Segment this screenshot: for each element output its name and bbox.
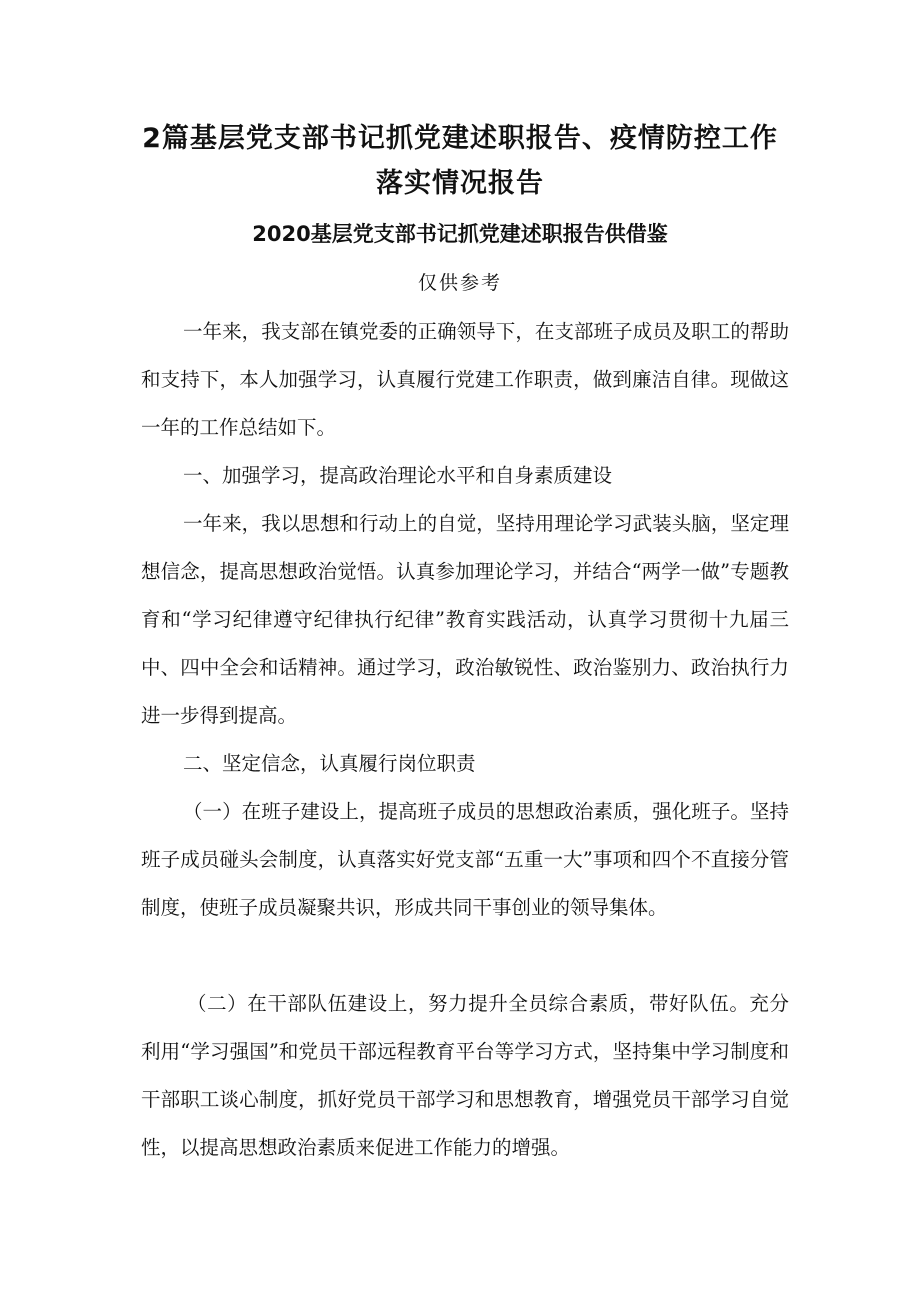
document-subtitle: 2020基层党支部书记抓党建述职报告供借鉴 xyxy=(252,222,668,246)
section-heading-2: 二、坚定信念，认真履行岗位职责 xyxy=(183,752,476,775)
reference-note: 仅供参考 xyxy=(417,272,502,294)
section-heading-1: 一、加强学习，提高政治理论水平和自身素质建设 xyxy=(183,464,613,487)
section-body-1: 一年来，我以思想和行动上的自觉，坚持用理论学习武装头脑，坚定理想信念，提高思想政治觉悟。认真参加理论学习，并结合“两学一做”专题教育和“学习纪律遵守纪律执行纪律”教育实践活动，认真学习贯彻十九届三中、四中全会和话精神。通过学习，政治敏锐性、政治鉴别力、政治执行力进一步得到提高。 xyxy=(141,512,789,727)
intro-paragraph: 一年来，我支部在镇党委的正确领导下，在支部班子成员及职工的帮助和支持下，本人加强学习，认真履行党建工作职责，做到廉洁自律。现做这一年的工作总结如下。 xyxy=(141,320,789,439)
section-body-2-1: （一）在班子建设上，提高班子成员的思想政治素质，强化班子。坚持班子成员碰头会制度，认真落实好党支部“五重一大”事项和四个不直接分管制度，使班子成员凝聚共识，形成共同干事创业的领导集体。 xyxy=(141,800,789,919)
section-body-2-2: （二）在干部队伍建设上，努力提升全员综合素质，带好队伍。充分利用“学习强国”和党员干部远程教育平台等学习方式，坚持集中学习制度和干部职工谈心制度，抓好党员干部学习和思想教育，增强党员干部学习自觉性，以提高思想政治素质来促进工作能力的增强。 xyxy=(141,992,789,1159)
document-title: 2篇基层党支部书记抓党建述职报告、疫情防控工作落实情况报告 xyxy=(142,123,778,199)
